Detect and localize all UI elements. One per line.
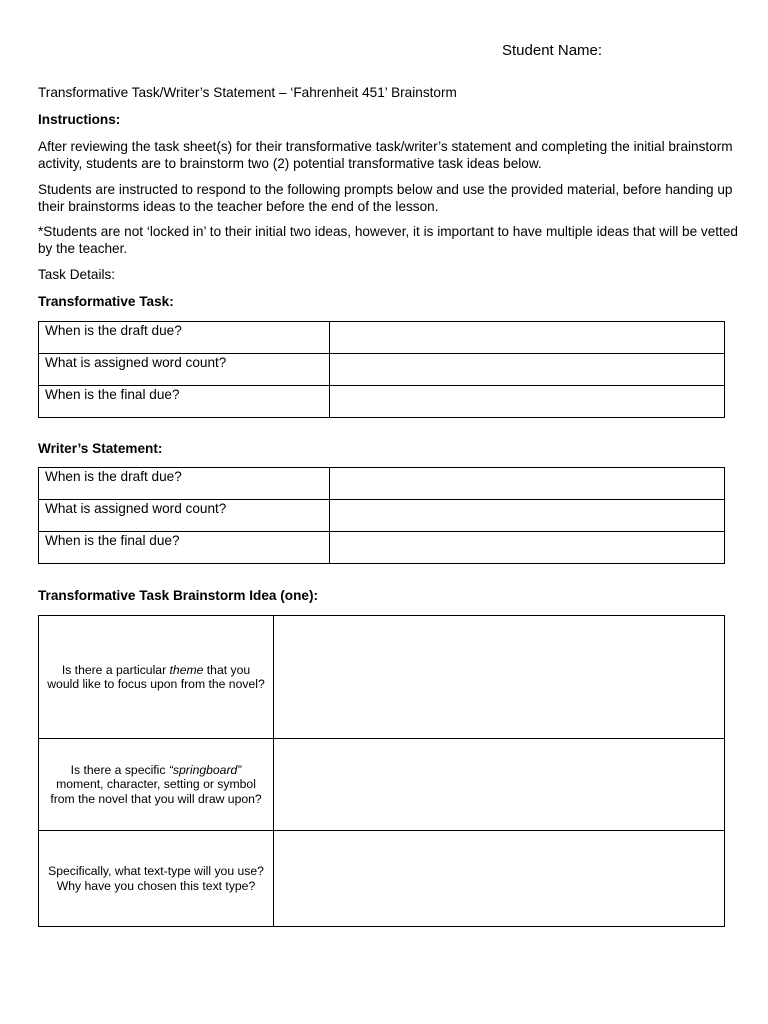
instructions-paragraph-3: *Students are not ‘locked in’ to their initial two ideas, however, it is important to have multiple ideas that will be vetted by the teacher. bbox=[38, 224, 738, 256]
springboard-prompt-cell bbox=[39, 739, 274, 831]
answer-cell[interactable] bbox=[330, 386, 725, 418]
question-cell: When is the final due? bbox=[39, 532, 330, 564]
instructions-heading: Instructions: bbox=[38, 112, 121, 127]
table-row bbox=[39, 386, 725, 418]
text-type-answer-cell[interactable] bbox=[274, 831, 725, 927]
prompt-emphasis: theme bbox=[169, 662, 204, 677]
theme-answer-cell[interactable] bbox=[274, 616, 725, 739]
brainstorm-table bbox=[38, 615, 725, 927]
table-row bbox=[39, 532, 725, 564]
prompt-emphasis: “springboard” bbox=[168, 762, 242, 777]
table-row bbox=[39, 831, 725, 927]
table-row bbox=[39, 500, 725, 532]
answer-cell[interactable] bbox=[330, 354, 725, 386]
question-cell: When is the final due? bbox=[39, 386, 330, 418]
answer-cell[interactable] bbox=[330, 468, 725, 500]
writers-statement-table bbox=[38, 467, 725, 564]
prompt-text: Specifically, what text-type will you use? Why have you chosen this text type? bbox=[48, 864, 264, 893]
text-type-prompt-cell bbox=[39, 831, 274, 927]
answer-cell[interactable] bbox=[330, 500, 725, 532]
table-row bbox=[39, 354, 725, 386]
table-row bbox=[39, 468, 725, 500]
task-details-label: Task Details: bbox=[38, 267, 116, 282]
theme-prompt-cell bbox=[39, 616, 274, 739]
table-row bbox=[39, 739, 725, 831]
question-cell: What is assigned word count? bbox=[39, 500, 330, 532]
prompt-text: Is there a particular bbox=[61, 662, 170, 677]
answer-cell[interactable] bbox=[330, 532, 725, 564]
prompt-text: Is there a specific bbox=[70, 762, 169, 777]
question-cell: What is assigned word count? bbox=[39, 354, 330, 386]
instructions-paragraph-2: Students are instructed to respond to the following prompts below and use the provided material, before handing up their brainstorms ideas to the teacher before the end of the lesson. bbox=[38, 182, 733, 214]
writers-statement-heading: Writer’s Statement: bbox=[38, 441, 163, 456]
answer-cell[interactable] bbox=[330, 322, 725, 354]
transformative-task-heading: Transformative Task: bbox=[38, 294, 174, 309]
brainstorm-heading: Transformative Task Brainstorm Idea (one): bbox=[38, 588, 319, 603]
student-name-label: Student Name: bbox=[502, 42, 603, 59]
document-title: Transformative Task/Writer’s Statement – ‘Fahrenheit 451’ Brainstorm bbox=[38, 85, 457, 100]
table-row bbox=[39, 322, 725, 354]
instructions-paragraph-1: After reviewing the task sheet(s) for their transformative task/writer’s statement and completing the initial brainstorm activity, students are to brainstorm two (2) potential transformative task ideas below. bbox=[38, 139, 733, 171]
springboard-answer-cell[interactable] bbox=[274, 739, 725, 831]
table-row bbox=[39, 616, 725, 739]
prompt-text: that you would like to focus upon from the novel? bbox=[47, 662, 265, 691]
question-cell: When is the draft due? bbox=[39, 322, 330, 354]
question-cell: When is the draft due? bbox=[39, 468, 330, 500]
transformative-task-table bbox=[38, 321, 725, 418]
prompt-text: moment, character, setting or symbol from the novel that you will draw upon? bbox=[50, 777, 262, 806]
